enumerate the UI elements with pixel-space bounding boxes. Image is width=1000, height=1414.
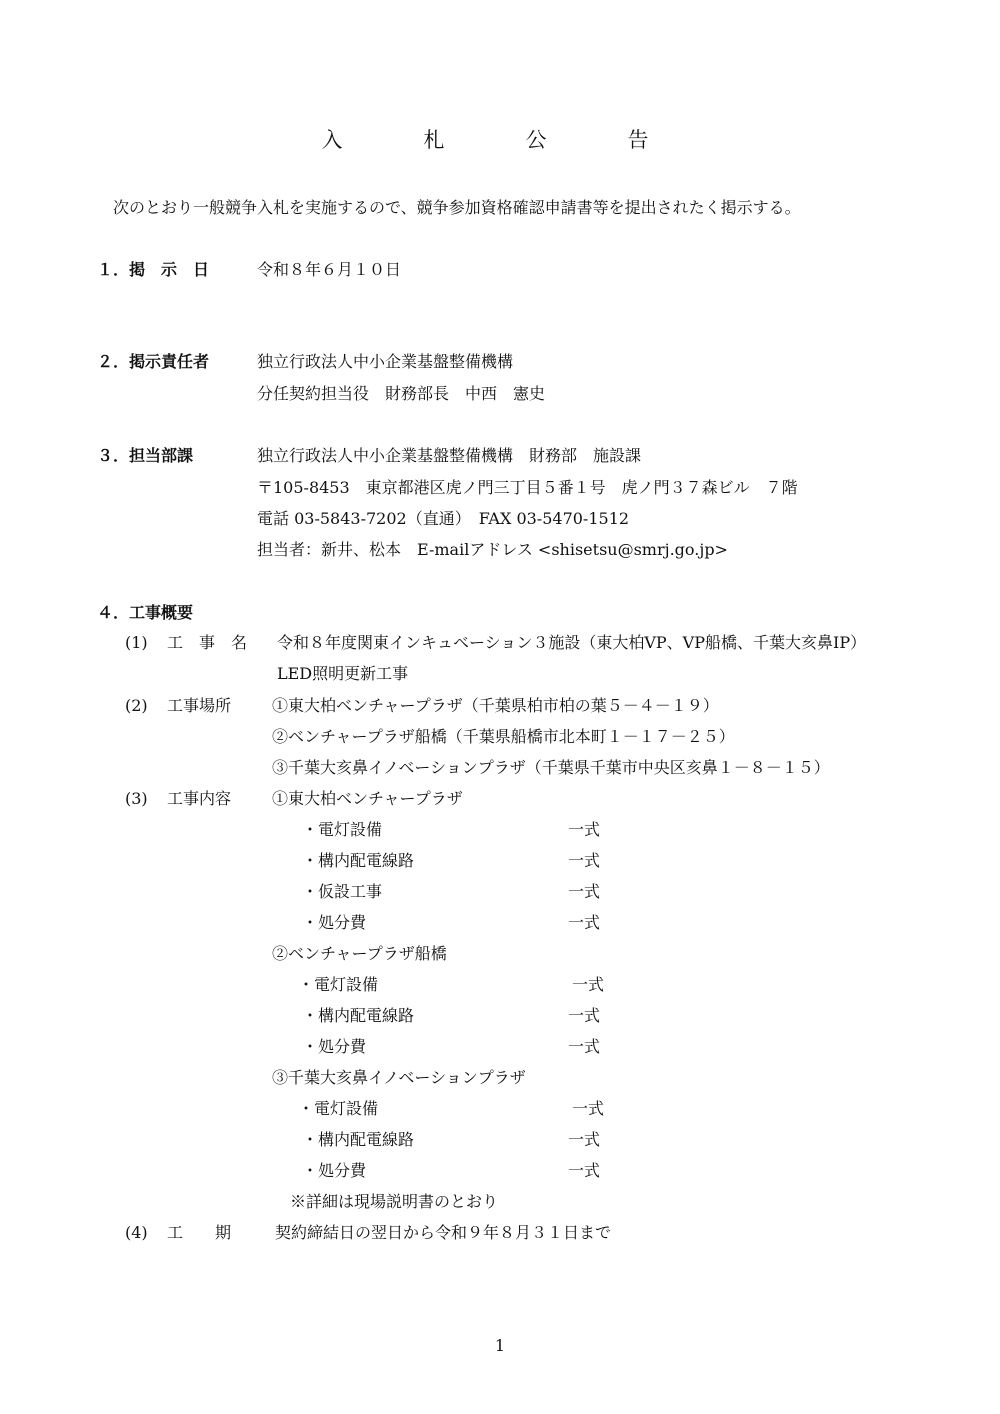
location-2: ②ベンチャープラザ船橋（千葉県船橋市北本町１－１７－２５） bbox=[272, 727, 735, 746]
work-qty: 一式 bbox=[568, 820, 601, 839]
page-number: 1 bbox=[494, 1336, 506, 1355]
responsible-org: 独立行政法人中小企業基盤整備機構 bbox=[257, 352, 514, 371]
contact-email: 担当者：新井、松本 E-mailアドレス <shisetsu@smrj.go.jp> bbox=[257, 540, 728, 559]
work-qty: 一式 bbox=[568, 1037, 601, 1056]
work-qty: 一式 bbox=[568, 1130, 601, 1149]
page-title: 入 札 公 告 bbox=[321, 128, 679, 152]
work-qty: 一式 bbox=[568, 1006, 601, 1025]
work-item: ・電灯設備 bbox=[298, 975, 379, 994]
work-group-3: ③千葉大亥鼻イノベーションプラザ bbox=[272, 1068, 526, 1087]
item-4-label: 工 期 bbox=[167, 1223, 232, 1242]
item-2-number: (2) bbox=[125, 696, 148, 715]
work-qty: 一式 bbox=[568, 851, 601, 870]
construction-name-cont: LED照明更新工事 bbox=[277, 664, 409, 683]
phone-fax: 電話 03-5843-7202（直通） FAX 03-5470-1512 bbox=[257, 509, 630, 528]
section-1-label: １．掲 示 日 bbox=[97, 260, 210, 279]
work-item: ・電灯設備 bbox=[302, 820, 383, 839]
section-4-label: ４．工事概要 bbox=[97, 603, 194, 622]
work-qty: 一式 bbox=[568, 882, 601, 901]
responsible-person: 分任契約担当役 財務部長 中西 憲史 bbox=[257, 384, 546, 403]
item-1-number: (1) bbox=[125, 633, 148, 652]
item-3-label: 工事内容 bbox=[167, 789, 232, 808]
work-group-2: ②ベンチャープラザ船橋 bbox=[272, 944, 447, 963]
item-3-number: (3) bbox=[125, 789, 148, 808]
department: 独立行政法人中小企業基盤整備機構 財務部 施設課 bbox=[257, 446, 642, 465]
work-item: ・構内配電線路 bbox=[302, 851, 415, 870]
location-3: ③千葉大亥鼻イノベーションプラザ（千葉県千葉市中央区亥鼻１－８－１５） bbox=[272, 758, 830, 777]
work-qty: 一式 bbox=[568, 913, 601, 932]
work-item: ・構内配電線路 bbox=[302, 1006, 415, 1025]
work-group-1: ①東大柏ベンチャープラザ bbox=[272, 789, 463, 808]
details-note: ※詳細は現場説明書のとおり bbox=[290, 1192, 499, 1211]
work-item: ・構内配電線路 bbox=[302, 1130, 415, 1149]
work-qty: 一式 bbox=[568, 1161, 601, 1180]
address: 〒105-8453 東京都港区虎ノ門三丁目５番１号 虎ノ門３７森ビル ７階 bbox=[257, 478, 798, 497]
work-item: ・処分費 bbox=[302, 1037, 367, 1056]
work-item: ・処分費 bbox=[302, 913, 367, 932]
section-3-label: ３．担当部課 bbox=[97, 446, 194, 465]
work-item: ・処分費 bbox=[302, 1161, 367, 1180]
work-qty: 一式 bbox=[572, 1099, 605, 1118]
posting-date: 令和８年６月１０日 bbox=[257, 260, 402, 279]
work-qty: 一式 bbox=[572, 975, 605, 994]
item-1-label: 工 事 名 bbox=[167, 633, 248, 652]
construction-name: 令和８年度関東インキュベーション３施設（東大柏VP、VP船橋、千葉大亥鼻IP） bbox=[277, 633, 867, 652]
construction-period: 契約締結日の翌日から令和９年８月３１日まで bbox=[275, 1223, 612, 1242]
item-4-number: (4) bbox=[125, 1223, 148, 1242]
work-item: ・仮設工事 bbox=[302, 882, 383, 901]
item-2-label: 工事場所 bbox=[167, 696, 232, 715]
intro-text: 次のとおり一般競争入札を実施するので、競争参加資格確認申請書等を提出されたく掲示する。 bbox=[113, 198, 801, 217]
work-item: ・電灯設備 bbox=[298, 1099, 379, 1118]
location-1: ①東大柏ベンチャープラザ（千葉県柏市柏の葉５－４－１９） bbox=[272, 696, 719, 715]
section-2-label: ２．掲示責任者 bbox=[97, 352, 210, 371]
